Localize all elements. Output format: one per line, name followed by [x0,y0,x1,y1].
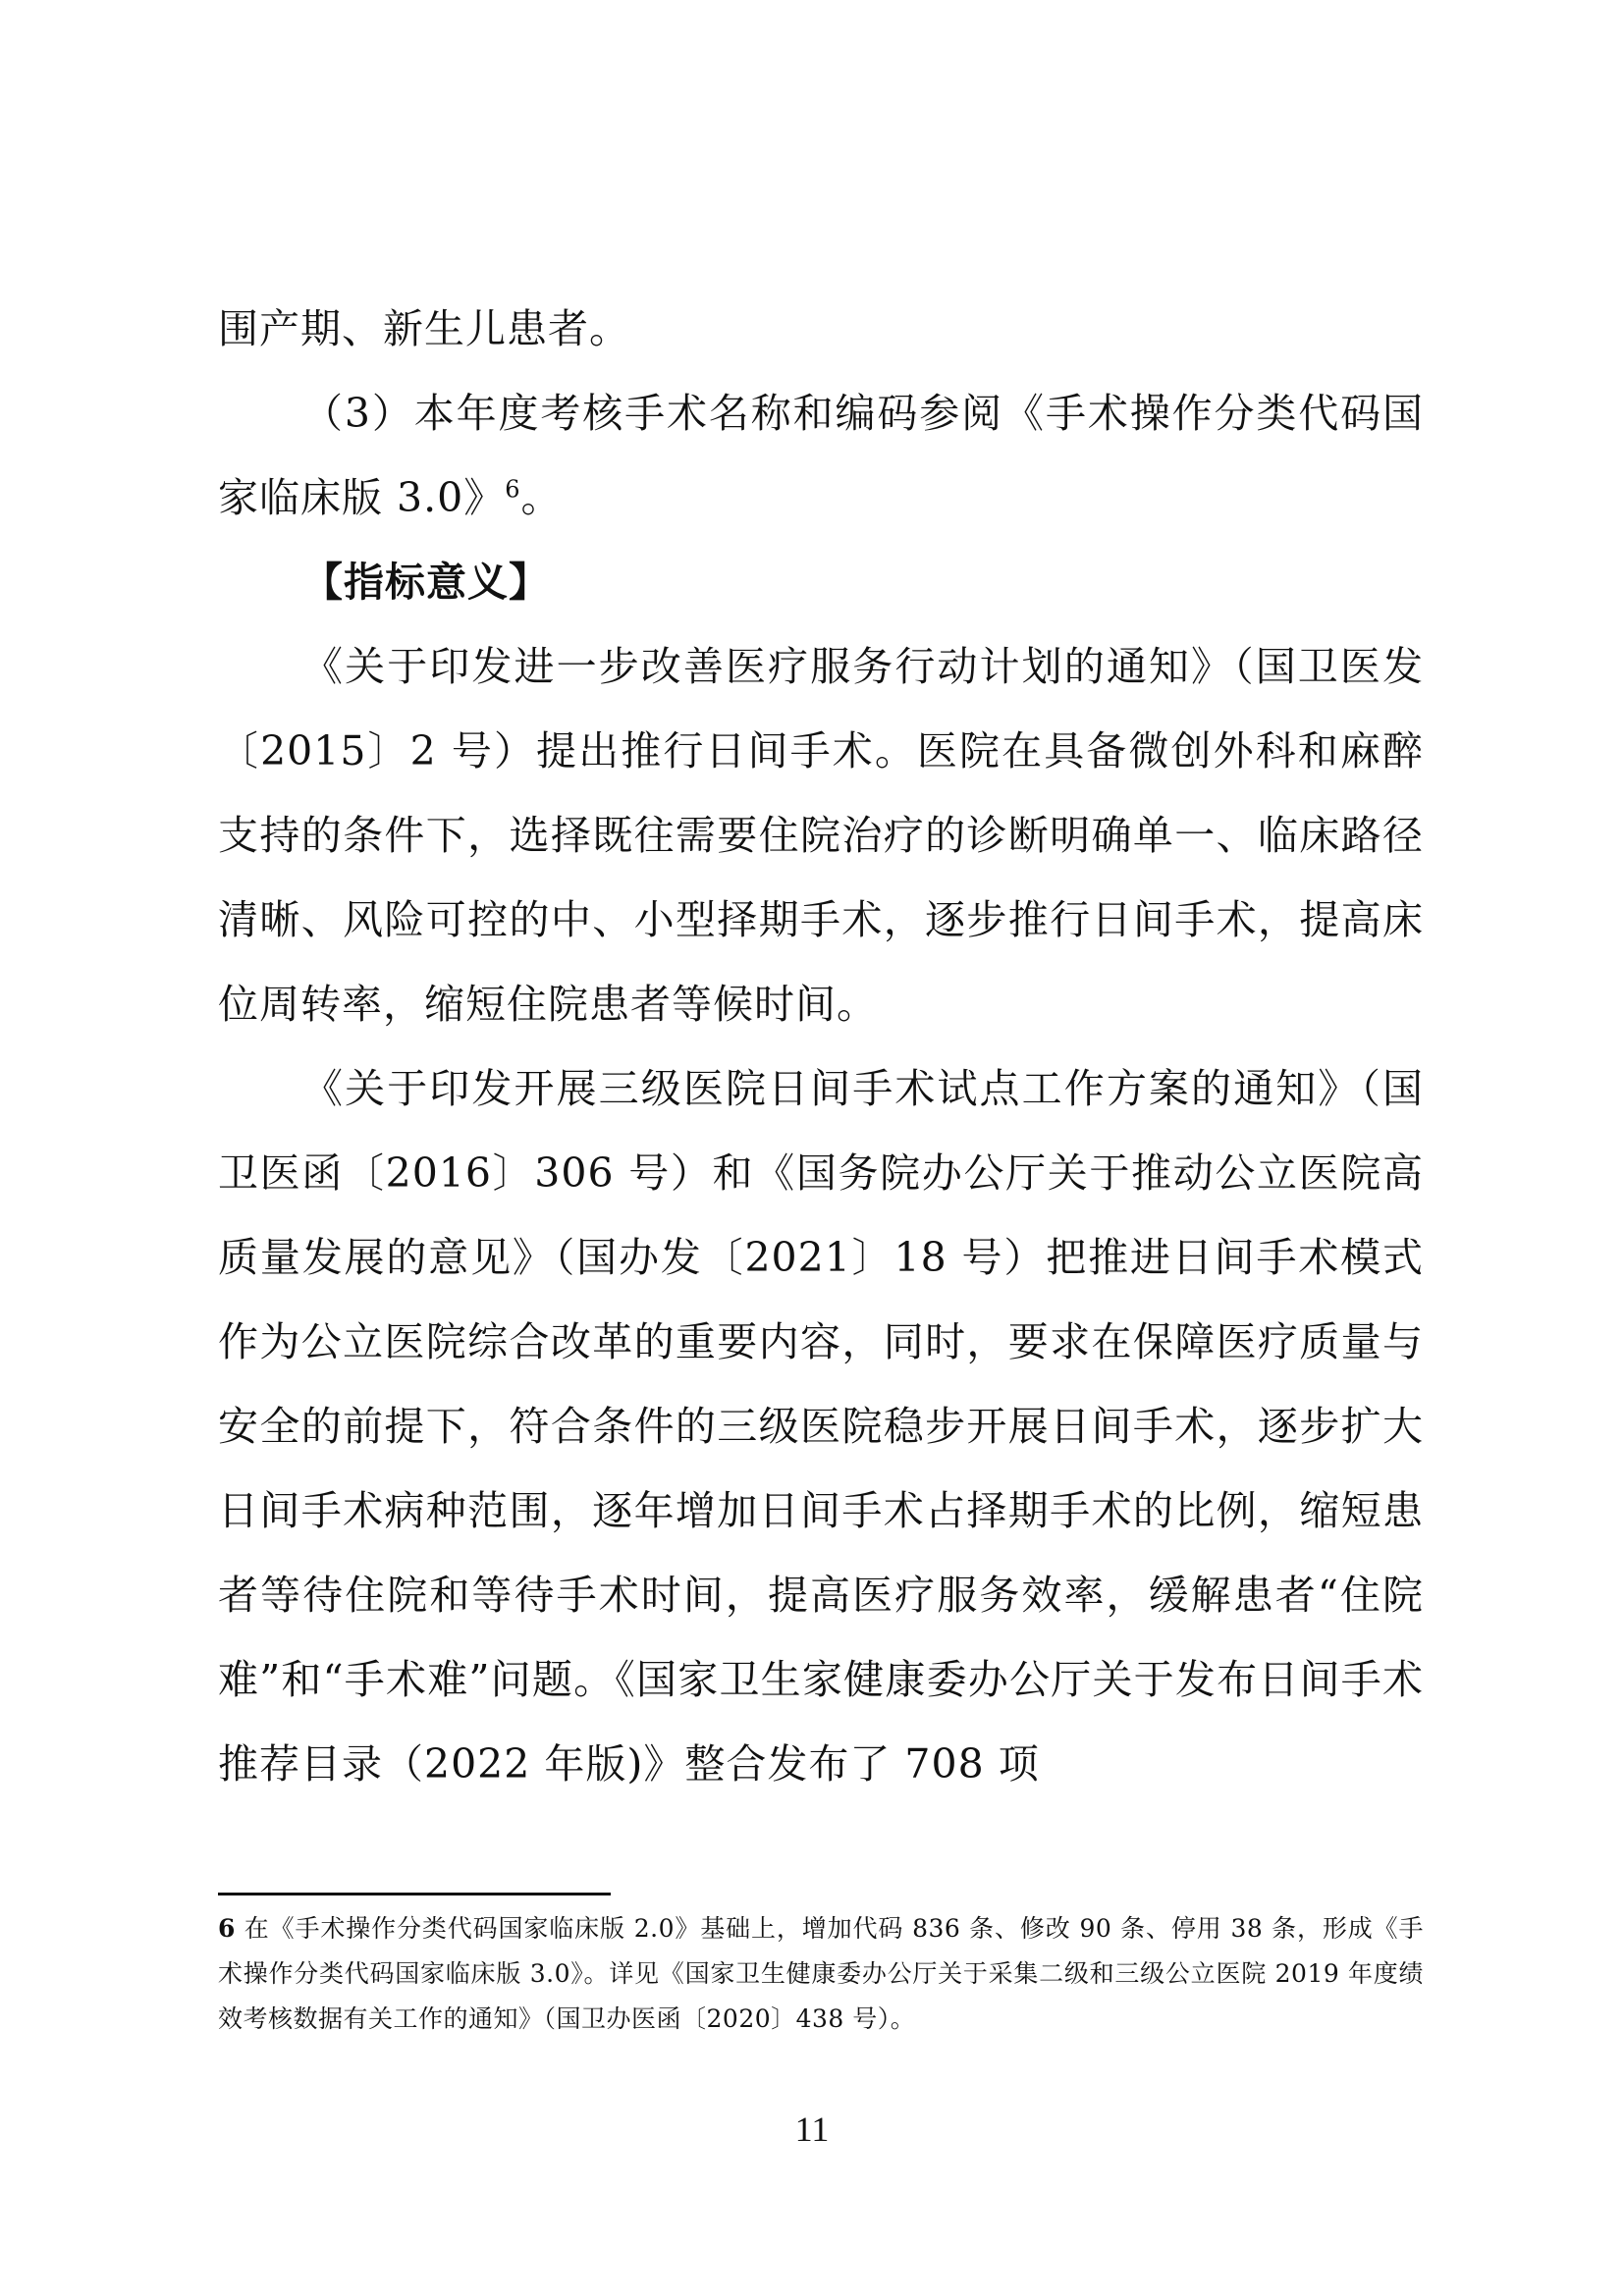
paragraph-item-3-suffix: 。 [520,474,563,521]
paragraph-continuation: 围产期、新生儿患者。 [218,305,630,352]
body-text [218,287,1424,1806]
page-number: 11 [794,2109,830,2149]
significance-paragraph-1: 《关于印发进一步改善医疗服务行动计划的通知》（国卫医发〔2015〕2 号）提出推行日间手术。医院在具备微创外科和麻醉支持的条件下，选择既往需要住院治疗的诊断明确单一、临床路径清晰、风险可控的中、小型择期手术，逐步推行日间手术，提高床位周转率，缩短住院患者等候时间。 [218,643,1424,1028]
paragraph-item-3-text: （3）本年度考核手术名称和编码参阅《手术操作分类代码国家临床版 3.0》 [218,390,1424,521]
footnote-divider [218,1893,611,1896]
section-heading: 【指标意义】 [302,559,550,606]
footnote-text: 在《手术操作分类代码国家临床版 2.0》基础上，增加代码 836 条、修改 90 条、停用 38 条，形成《手术操作分类代码国家临床版 3.0》。详见《国家卫生健康委办公厅关于采集二级和三级公立医院 2019 年度绩效考核数据有关工作的通知》（国卫办医函〔2020〕438 号）。 [218,1914,1424,2033]
footnote-reference[interactable]: 6 [505,475,521,504]
footnote-number: 6 [218,1914,236,1943]
paragraph-item-3 [218,371,1424,540]
footnote [218,1906,1424,2042]
significance-paragraph-2: 《关于印发开展三级医院日间手术试点工作方案的通知》（国卫医函〔2016〕306 号）和《国务院办公厅关于推动公立医院高质量发展的意见》（国办发〔2021〕18 号）把推进日间手术模式作为公立医院综合改革的重要内容，同时，要求在保障医疗质量与安全的前提下，符合条件的三级医院稳步开展日间手术，逐步扩大日间手术病种范围，逐年增加日间手术占择期手术的比例，缩短患者等待住院和等待手术时间，提高医疗服务效率，缓解患者“住院难”和“手术难”问题。《国家卫生家健康委办公厅关于发布日间手术推荐目录（2022 年版)》整合发布了 708 项 [218,1065,1424,1788]
